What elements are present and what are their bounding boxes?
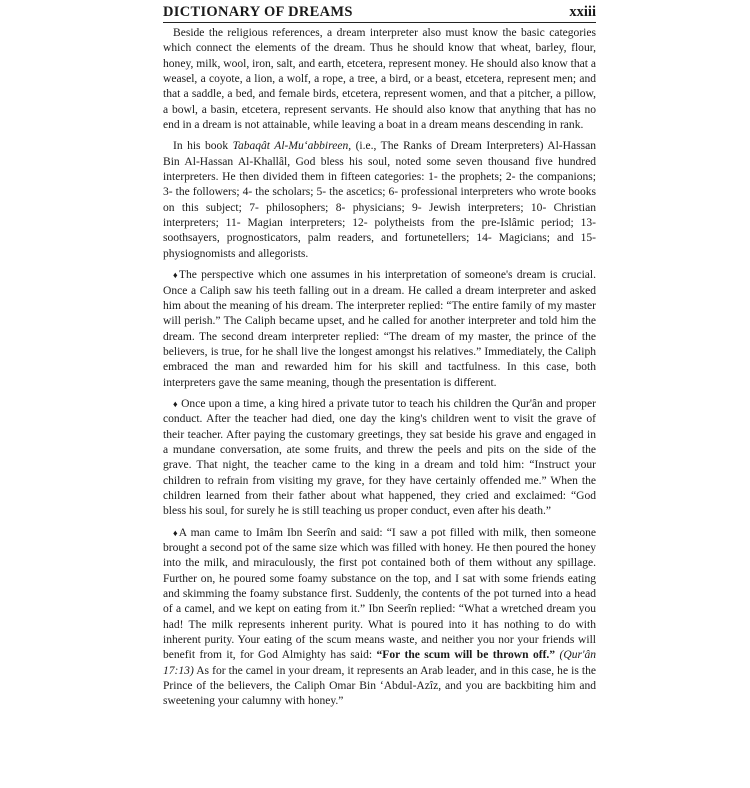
text-run: (i.e., The Ranks of Dream Interpreters) Al-Hassan Bin Al-Hassan Al-Khallâl, God bless his soul, noted some seven thousand five hundred interpreters. He then divided them in fifteen categories: 1- the prophets; 2- the companions; 3- the followers; 4- the scholars; 5- the ascetics; 6- professional interpreters who wrote books on this subject; 7- philosophers; 8- physicians; 9- Jewish interpreters; 10- Christian interpreters; 11- Magian interpreters; 12- polytheists from the pre-Islâmic period; 13- soothsayers, prognosticators, palm readers, and fortunetellers; 14- Magicians; and 15- physiognomists and allegorists. (163, 140, 596, 260)
page (163, 4, 596, 710)
paragraph-categories: Beside the religious references, a dream interpreter also must know the basic categories which connect the elements of the dream. Thus he should know that wheat, barley, flour, honey, milk, wool, iron, salt, and earth, etcetera, represent money. He should also know that a weasel, a coyote, a lion, a wolf, a rope, a tree, a bird, or a beast, etcetera, represent men; and that a saddle, a bed, and female birds, etcetera, represent women, and that a pitcher, a pillow, a bowl, a basin, etcetera, represent servants. He should also know that anything that has no end in a dream is not attainable, while leaving a boat in a dream means descending in rank. (163, 27, 596, 132)
paragraph-king-tutor (163, 397, 596, 520)
paragraph-ranks-of-interpreters (163, 139, 596, 262)
quran-quote: “For the scum will be thrown off.” (376, 649, 556, 662)
bullet-diamond-icon: ♦ (173, 527, 179, 538)
page-number: xxiii (569, 4, 596, 20)
running-header (163, 4, 596, 23)
bullet-diamond-icon: ♦ (173, 270, 179, 281)
text-run: In his book (173, 140, 233, 153)
paragraph-ibn-seerin (163, 526, 596, 710)
quran-reference: (Qur'ân 17:13) (163, 649, 597, 677)
bullet-diamond-icon: ♦ (173, 398, 178, 409)
book-title: Tabaqât Al-Mu‘abbireen, (232, 140, 352, 153)
header-title: DICTIONARY OF DREAMS (163, 4, 353, 20)
paragraph-caliph-dream (163, 268, 596, 391)
text-run: Once upon a time, a king hired a private tutor to teach his children the Qur'ân and proper conduct. After the teacher had died, one day the king's children went to visit the grave of their teacher. After paying the customary greetings, they sat beside his grave and engaged in a mundane conversation, ate some fruits, and threw the peels and pits on the side of the grave. That night, the teacher came to the king in a dream and told him: “Instruct your children to refrain from visiting my grave, for they have certainly offended me.” When the children learned from their father about what happened, they cried and exclaimed: “God bless his soul, for surely he is still teaching us proper conduct, even after his death.” (163, 397, 597, 518)
text-run: As for the camel in your dream, it represents an Arab leader, and in this case, he is the Prince of the believers, the Caliph Omar Bin ‘Abdul-Azîz, and you are backbiting him and sweetening your calumny with honey.” (163, 664, 596, 708)
text-run: A man came to Imâm Ibn Seerîn and said: “I saw a pot filled with milk, then someone brought a second pot of the same size which was filled with honey. He then poured the honey into the milk, and miraculously, the first pot contained both of them without any spillage. Further on, he poured some foamy substance on the top, and I sat with some friends eating and skimming the foamy substance first. Suddenly, the contents of the pot turned into a head of a camel, and we kept on eating from it.” Ibn Seerîn replied: “What a wretched dream you had! The milk represents inherent purity. What is poured into it has nothing to do with inherent purity. Your eating of the scum means waste, and neither you nor your friends will benefit from it, for God Almighty has said: (163, 526, 596, 662)
text-run: The perspective which one assumes in his interpretation of someone's dream is crucial. Once a Caliph saw his teeth falling out in a dream. He called a dream interpreter and asked him about the meaning of his dream. The interpreter replied: “The entire family of my master will perish.” The Caliph became upset, and he called for another interpreter and told him the dream. The second dream interpreter replied: “The dream of my master, the prince of the believers, is true, for he shall live the longest amongst his relatives.” Immediately, the Caliph embraced the man and rewarded him for his skill and tactfulness. In this case, both interpreters gave the same meaning, though the presentation is different. (163, 269, 597, 389)
